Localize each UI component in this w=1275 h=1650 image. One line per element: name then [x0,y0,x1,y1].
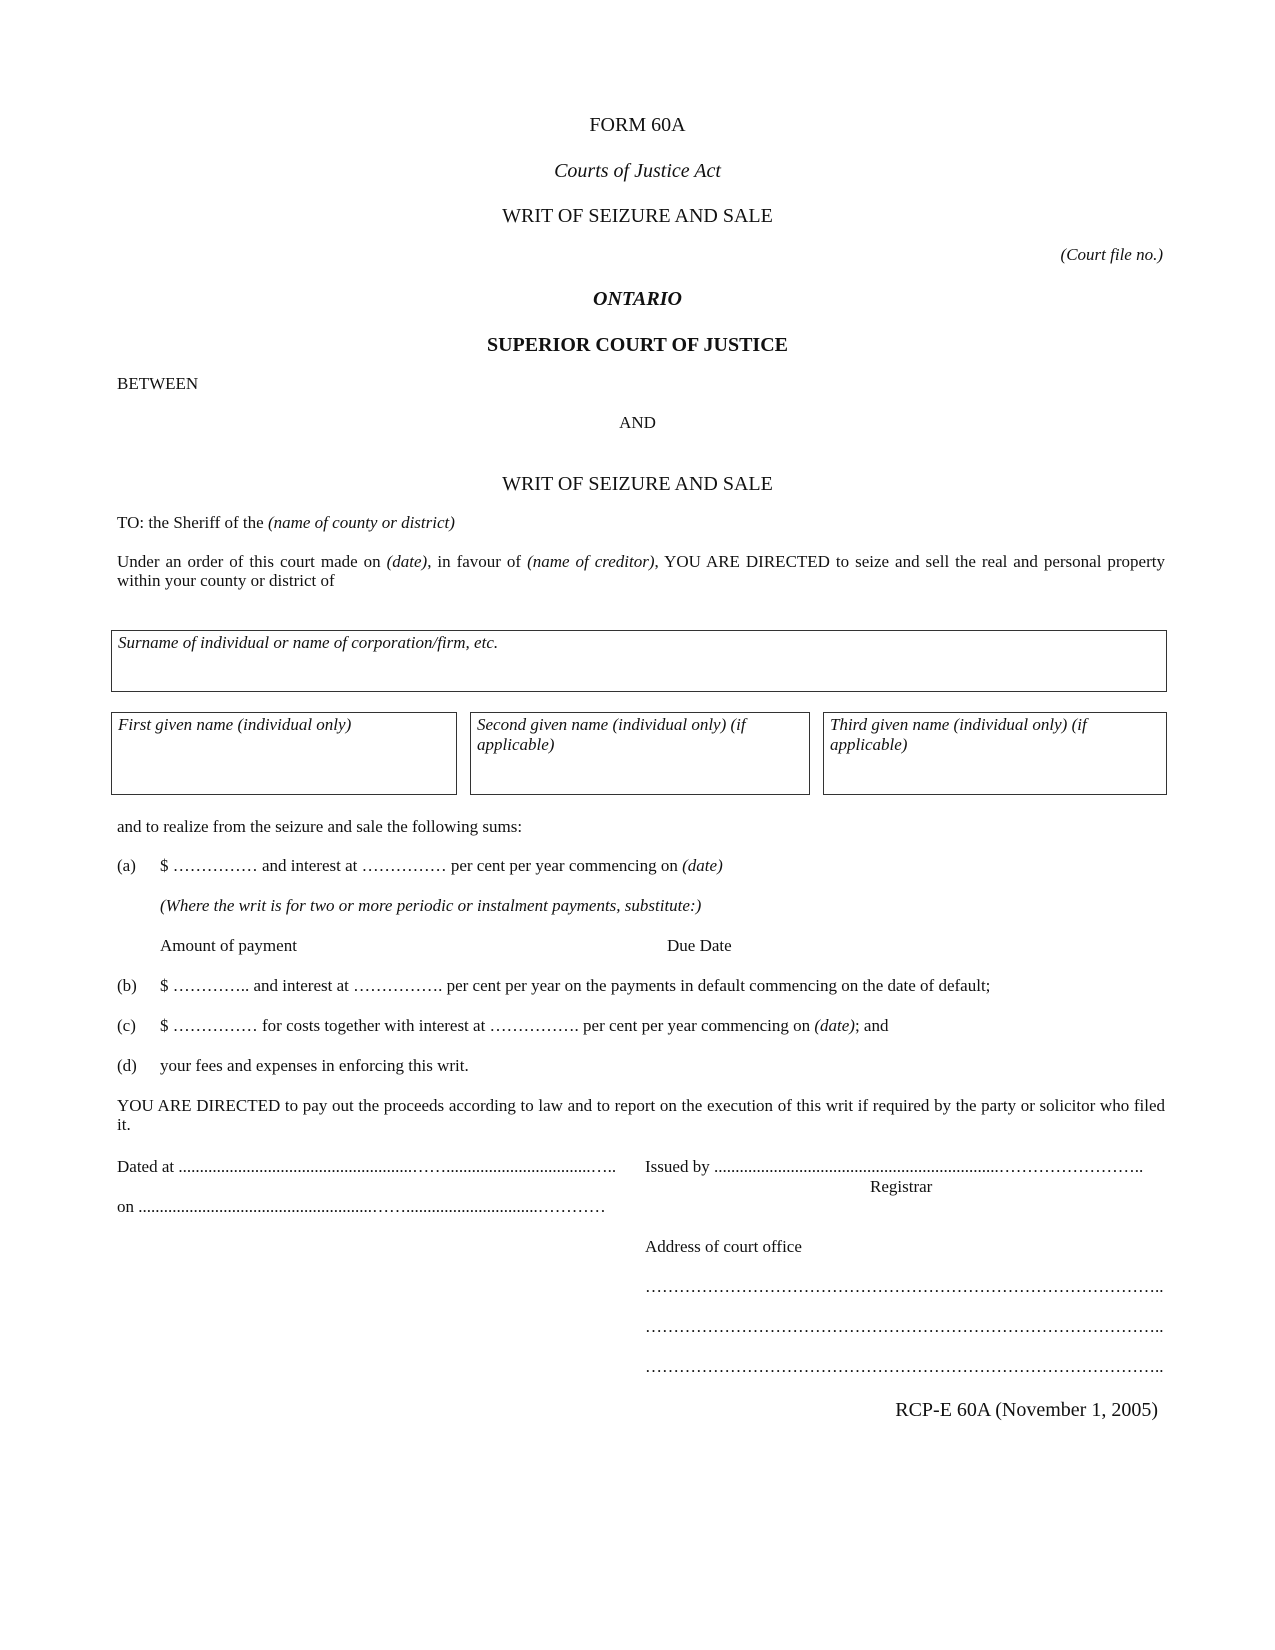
registrar-label: Registrar [870,1177,933,1196]
court-name: SUPERIOR COURT OF JUSTICE [486,334,788,356]
form-number: FORM 60A [589,114,686,136]
third-given-name-label: Third given name (individual only) (if applicable) [830,715,1087,754]
order-text-3: , YOU ARE DIRECTED to seize and sell the real and personal property within your county or district of [117,552,1165,590]
amount-of-payment-label: Amount of payment [160,936,297,955]
dated-at-line: Dated at .......................................................……..................................….. [117,1157,617,1176]
item-b-label: (b) [117,976,137,995]
sums-intro: and to realize from the seizure and sale the following sums: [117,817,523,836]
and-label: AND [619,413,656,432]
address-line-2: ……………………………………………………………………………….. [645,1317,1164,1336]
jurisdiction: ONTARIO [593,288,682,310]
address-label: Address of court office [645,1237,802,1256]
second-given-name-label: Second given name (individual only) (if applicable) [477,715,746,754]
surname-box[interactable] [111,630,1167,692]
item-c-date: (date) [814,1016,855,1035]
surname-label: Surname of individual or name of corporation/firm, etc. [118,633,499,652]
item-b-text: $ ………….. and interest at ……………. per cent per year on the payments in default commencing on the date of default; [160,976,991,995]
creditor-name: (name of creditor) [527,552,655,571]
item-c-text [160,1016,888,1036]
third-given-name-box[interactable] [823,712,1167,795]
address-line-1: ……………………………………………………………………………….. [645,1277,1164,1296]
item-c-label: (c) [117,1016,136,1035]
second-given-name-box[interactable] [470,712,810,795]
order-text-1: Under an order of this court made on [117,552,387,571]
order-paragraph [117,552,1165,590]
document-title: WRIT OF SEIZURE AND SALE [502,205,773,227]
court-file-number: (Court file no.) [1060,245,1163,264]
between-label: BETWEEN [117,374,199,393]
item-d-label: (d) [117,1056,137,1075]
item-c-body: $ …………… for costs together with interest at ……………. per cent per year commencing on [160,1016,815,1035]
directive-paragraph: YOU ARE DIRECTED to pay out the proceeds according to law and to report on the execution of this writ if required by the party or solicitor who filed it. [117,1096,1165,1134]
first-given-name-label: First given name (individual only) [118,715,352,734]
to-sheriff-line [117,513,455,533]
item-a-date: (date) [682,856,723,875]
to-sheriff-prefix: TO: the Sheriff of the [117,513,268,532]
address-line-3: ……………………………………………………………………………….. [645,1357,1164,1376]
order-date: (date) [386,552,428,571]
item-a-text [160,856,723,876]
order-text-2: , in favour of [427,552,528,571]
act-title: Courts of Justice Act [554,160,721,182]
periodic-note: (Where the writ is for two or more periodic or instalment payments, substitute:) [160,896,702,915]
county-placeholder: (name of county or district) [267,513,455,532]
issued-by-line: Issued by ...................................................................…………………….. [645,1157,1144,1176]
item-a-body: $ …………… and interest at …………… per cent per year commencing on [160,856,683,875]
on-date-line: on .......................................................……...............................………… [117,1197,606,1216]
item-d-text: your fees and expenses in enforcing this writ. [160,1056,469,1075]
item-a-label: (a) [117,856,136,875]
item-c-end: ; and [854,1016,889,1035]
form-code: RCP-E 60A (November 1, 2005) [895,1399,1158,1421]
first-given-name-box[interactable] [111,712,457,795]
writ-title: WRIT OF SEIZURE AND SALE [502,473,773,495]
due-date-label: Due Date [667,936,732,955]
